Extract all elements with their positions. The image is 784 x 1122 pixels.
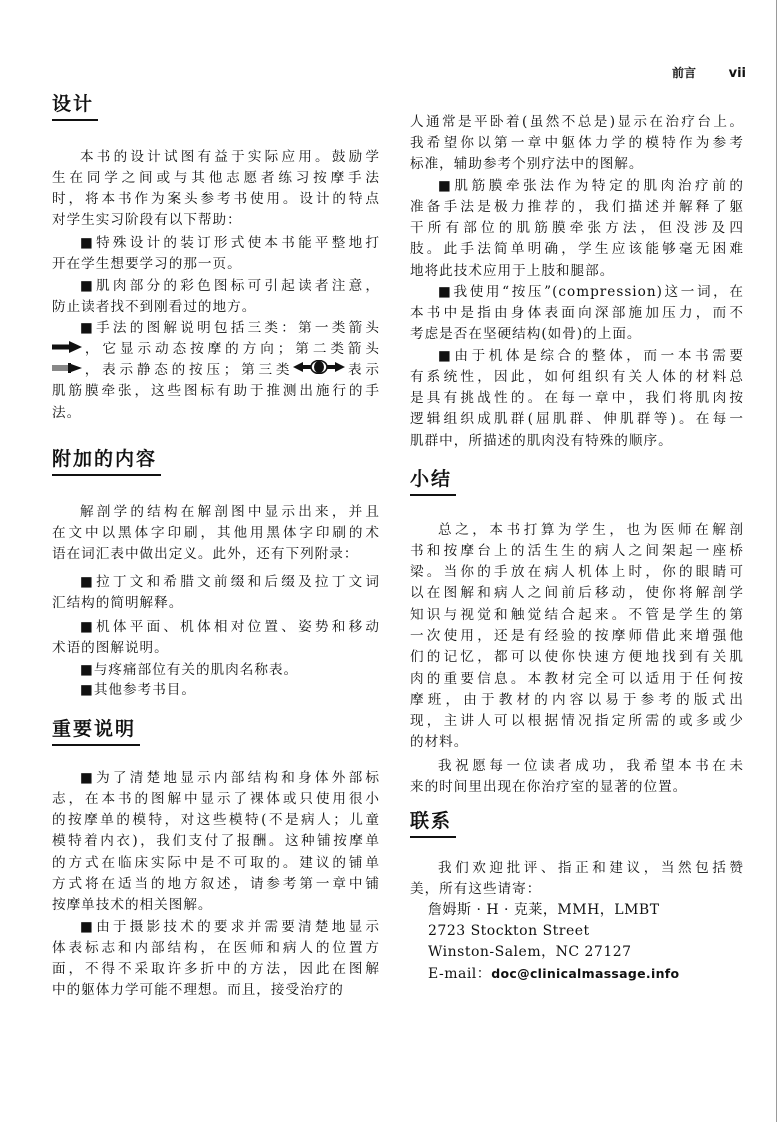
text-line: ■其他参考书目。	[80, 681, 196, 698]
text-line: 的方式在临床实际中是不可取的。建议的铺单	[52, 854, 380, 871]
text-line: 标准，辅助参考个别疗法中的图解。	[410, 156, 644, 173]
paragraph	[52, 617, 380, 660]
text-line: ■特殊设计的装订形式使本书能平整地打	[80, 234, 380, 251]
text-line: 肢。此手法简单明确，学生应该能够毫无困难	[410, 241, 744, 258]
text-line: 的材料。	[410, 734, 469, 751]
text-line: 本书的设计试图有益于实际应用。鼓励学	[80, 148, 380, 165]
text-line: 逻辑组织成肌群(屈肌群、伸肌群等)。在每一	[410, 411, 744, 428]
text-segment: 表示	[345, 362, 381, 379]
text-line: 摩班，由于教材的内容以易于参考的版式出	[410, 691, 744, 708]
striped-arrow-icon	[52, 360, 82, 381]
text-line: ■我使用“按压”(compression)这一词，在	[438, 283, 744, 300]
paragraph	[52, 917, 380, 1002]
paragraph	[410, 282, 744, 346]
paragraph	[52, 680, 380, 701]
text-line: 有系统性，因此，如何组织有关人体的材料总	[410, 368, 744, 385]
double-arrow-ellipse-icon	[293, 360, 345, 381]
text-line: 考虑是否在坚硬结构(如骨)的上面。	[410, 326, 642, 343]
text-segment: ，表示静态的按压；第三类	[82, 362, 294, 379]
text-line: 按摩单技术的相关图解。	[52, 897, 213, 914]
text-line: 方式将在适当的地方叙述，请参考第一章中铺	[52, 875, 380, 892]
text-line: 肉的重要信息。本教材完全可以适用于任何按	[410, 670, 744, 687]
paragraph	[52, 660, 380, 681]
text-line: 干所有部位的肌筋膜牵张方法，但没涉及四	[410, 220, 744, 237]
text-line: 肌群中，所描述的肌肉没有特殊的顺序。	[410, 432, 673, 449]
text-line: 时，将本书作为案头参考书使用。设计的特点	[52, 191, 380, 208]
paragraph	[52, 233, 380, 276]
text-line: 地将此技术应用于上肢和腿部。	[410, 262, 615, 279]
text-line: 本书中是指由身体表面向深部施加压力，而不	[410, 304, 744, 321]
email-address: doc@clinicalmassage.info	[491, 966, 680, 982]
text-line: 体表标志和内部结构，在医师和病人的位置方	[52, 939, 380, 956]
text-line: 是具有挑战性的。在每一章中，我们将肌肉按	[410, 390, 744, 407]
paragraph	[410, 756, 744, 799]
text-line: 防止读者找不到刚看过的地方。	[52, 298, 257, 315]
text-line: 面，不得不采取许多折中的方法，因此在图解	[52, 961, 380, 978]
paragraph	[410, 346, 744, 452]
text-line: ■为了清楚地显示内部结构和身体外部标	[80, 769, 380, 786]
paragraph	[52, 147, 380, 232]
section-heading-extras: 附加的内容	[52, 447, 161, 476]
address-block	[410, 900, 744, 985]
text-line: 志，在本书的图解中显示了裸体或只使用很小	[52, 790, 380, 807]
text-line: 开在学生想要学习的那一页。	[52, 255, 242, 272]
text-line: 总之，本书打算为学生，也为医师在解剖	[438, 521, 744, 538]
page-edge-line	[776, 0, 777, 1122]
paragraph	[52, 276, 380, 319]
text-line: 解剖学的结构在解剖图中显示出来，并且	[80, 503, 380, 520]
paragraph	[410, 520, 744, 754]
text-line: 一次使用，还是有经验的按摩师借此来增强他	[410, 627, 744, 644]
text-segment: E-mail：	[428, 966, 492, 983]
section-heading-contact: 联系	[410, 809, 456, 838]
text-line: 知识与视觉和触觉结合起来。不管是学生的第	[410, 606, 744, 623]
text-line	[52, 360, 380, 381]
section-heading-summary: 小结	[410, 467, 456, 496]
text-line: ■手法的图解说明包括三类：第一类箭头	[80, 319, 380, 336]
text-line: ■与疼痛部位有关的肌肉名称表。	[80, 661, 299, 678]
text-line: 美，所有这些请寄：	[410, 880, 542, 897]
solid-arrow-icon	[52, 339, 82, 360]
text-line: 语在词汇表中做出定义。此外，还有下列附录：	[52, 546, 359, 563]
text-line	[52, 339, 380, 360]
text-line: ■拉丁文和希腊文前缀和后缀及拉丁文词	[80, 573, 380, 590]
text-line: 的按摩单的模特，对这些模特(不是病人；儿童	[52, 812, 380, 829]
text-line: 梁。当你的手放在病人机体上时，你的眼睛可	[410, 564, 744, 581]
text-line: 詹姆斯 · H · 克莱，MMH，LMBT	[428, 901, 660, 918]
text-line: 我希望你以第一章中躯体力学的模特作为参考	[410, 134, 744, 151]
text-line: ■肌肉部分的彩色图标可引起读者注意，	[80, 277, 380, 294]
text-line: 们的记忆，都可以使你快速方便地找到有关肌	[410, 649, 744, 666]
text-line: 2723 Stockton Street	[428, 922, 590, 939]
text-line: Winston-Salem，NC 27127	[428, 944, 632, 961]
text-line: 我们欢迎批评、指正和建议，当然包括赞	[438, 859, 744, 876]
text-segment: ，它显示动态按摩的方向；第二类箭头	[82, 340, 380, 357]
text-line: 准备手法是极力推荐的，我们描述并解释了躯	[410, 198, 744, 215]
text-line: 汇结构的简明解释。	[52, 594, 184, 611]
paragraph	[410, 176, 744, 282]
page-number: vii	[728, 66, 746, 81]
text-line: 生在同学之间或与其他志愿者练习按摩手法	[52, 169, 380, 186]
running-header	[672, 64, 746, 81]
section-heading-notes: 重要说明	[52, 717, 140, 746]
paragraph	[52, 572, 380, 615]
text-line: ■机体平面、机体相对位置、姿势和移动	[80, 618, 380, 635]
text-line: ■肌筋膜牵张法作为特定的肌肉治疗前的	[438, 177, 744, 194]
paragraph	[52, 502, 380, 566]
text-line: ■由于摄影技术的要求并需要清楚地显示	[80, 918, 380, 935]
text-line: 来的时间里出现在你治疗室的显著的位置。	[410, 778, 688, 795]
text-line: 人通常是平卧着(虽然不总是)显示在治疗台上。	[410, 113, 744, 130]
text-line: 模特着内衣)，我们支付了报酬。这种铺按摩单	[52, 833, 380, 850]
paragraph	[410, 112, 744, 176]
text-line: 中的躯体力学可能不理想。而且，接受治疗的	[52, 982, 344, 999]
paragraph	[52, 768, 380, 917]
running-header-section: 前言	[672, 66, 697, 80]
paragraph	[410, 858, 744, 901]
paragraph	[52, 318, 380, 424]
text-line: 法。	[52, 404, 82, 421]
text-line: 现，主讲人可以根据情况指定所需的或多或少	[410, 713, 744, 730]
text-line: 术语的图解说明。	[52, 639, 169, 656]
text-line: 在文中以黑体字印刷，其他用黑体字印刷的术	[52, 524, 380, 541]
text-line: ■由于机体是综合的整体，而一本书需要	[438, 347, 744, 364]
text-line: 肌筋膜牵张，这些图标有助于推测出施行的手	[52, 383, 380, 400]
section-heading-design: 设计	[52, 92, 98, 121]
text-line	[410, 963, 744, 984]
text-line: 书和按摩台上的活生生的病人之间架起一座桥	[410, 542, 744, 559]
text-line: 我祝愿每一位读者成功，我希望本书在未	[438, 757, 744, 774]
text-line: 以在图解和病人之间前后移动，使你将解剖学	[410, 585, 744, 602]
text-line: 对学生实习阶段有以下帮助：	[52, 212, 242, 229]
